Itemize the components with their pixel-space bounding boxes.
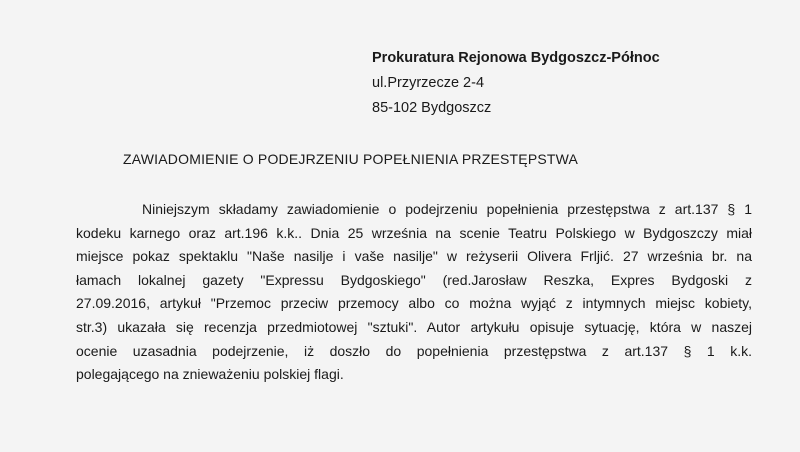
document-title: ZAWIADOMIENIE O PODEJRZENIU POPEŁNIENIA PRZESTĘPSTWA — [123, 151, 579, 167]
body-line: miejsce pokaz spektaklu "Naše nasilje i vaše nasilje" w reżyserii Olivera Frljić. 27 września br. na — [76, 248, 752, 265]
recipient-city: 85-102 Bydgoszcz — [372, 100, 492, 116]
body-line: łamach lokalnej gazety "Expressu Bydgoskiego" (red.Jarosław Reszka, Expres Bydgoski z — [76, 271, 752, 288]
document-body — [76, 198, 752, 387]
body-line: Niniejszym składamy zawiadomienie o podejrzeniu popełnienia przestępstwa z art.137 § 1 — [142, 201, 752, 217]
body-line: str.3) ukazała się recenzja przedmiotowej "sztuki". Autor artykułu opisuje sytuację, która w naszej — [76, 318, 752, 335]
body-line: polegającego na znieważeniu polskiej flagi. — [76, 366, 344, 383]
body-line: 27.09.2016, artykuł "Przemoc przeciw przemocy albo co można wyjąć z intymnych miejsc kobiety, — [76, 295, 752, 312]
body-line: kodeku karnego oraz art.196 k.k.. Dnia 25 września na scenie Teatru Polskiego w Bydgoszczy miał — [76, 224, 752, 241]
recipient-name: Prokuratura Rejonowa Bydgoszcz-Północ — [372, 50, 660, 66]
recipient-address — [372, 46, 660, 121]
body-line: ocenie uzasadnia podejrzenie, iż doszło do popełnienia przestępstwa z art.137 § 1 k.k. — [76, 342, 752, 359]
recipient-street: ul.Przyrzecze 2-4 — [372, 75, 485, 91]
